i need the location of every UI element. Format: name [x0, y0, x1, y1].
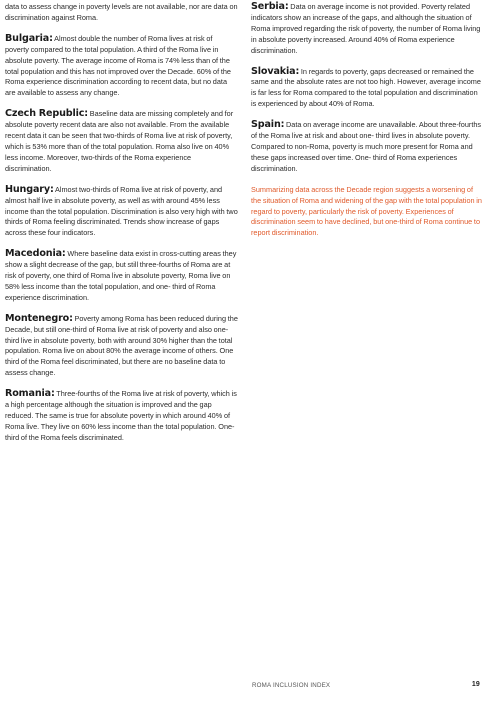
section-romania	[5, 389, 238, 444]
section-spain	[251, 120, 483, 175]
country-heading: Spain:	[251, 119, 285, 131]
section-text: Almost two-thirds of Roma live at risk of poverty, and almost half live in absolute poverty, as well as with around 45% less income than the total population. Discrimination is also very high with two thirds of Roma feeling discriminated. Trends show increase of gaps across these four indicators.	[5, 184, 238, 238]
section-hungary	[5, 185, 238, 240]
section-text: Data on average income are unavailable. About three-fourths of the Roma live at risk and about one- third lives in absolute poverty. Compared to non-Roma, poverty is much more present for Roma and these gaps increased over time. One- third of Roma experiences discrimination.	[251, 120, 482, 173]
section-serbia	[251, 2, 483, 57]
section-text: Poverty among Roma has been reduced during the Decade, but still one-third of Roma live at risk of poverty and also one-third live in absolute poverty, both with around 30% higher than the total population. Roma live on about 80% the average income of others. One third of the Roma feel discriminated, but there are no baseline data to assess change.	[5, 313, 238, 378]
section-slovakia	[251, 67, 483, 111]
footer-title: ROMA INCLUSION INDEX	[252, 682, 331, 689]
page-footer	[240, 680, 484, 692]
country-heading: Romania:	[5, 388, 55, 400]
left-column	[5, 2, 238, 454]
section-czech-republic	[5, 109, 238, 174]
right-column	[251, 2, 483, 249]
intro-paragraph: data to assess change in poverty levels are not available, nor are data on discrimination against Roma.	[5, 2, 238, 22]
summary-paragraph: Summarizing data across the Decade region suggests a worsening of the situation of Roma and widening of the gap with the total population in regard to poverty, particularly the risk of poverty. Experiences of discrimination seem to have declined, but one-third of Roma continue to report discrimination.	[251, 184, 482, 238]
section-text: Almost double the number of Roma lives at risk of poverty compared to the total population. A third of the Roma live in absolute poverty. The average income of Roma is 74% less than of the total population and this has not improved over the Decade. 60% of the Roma experience discrimination according to recent data, but no data are available to assess any change.	[5, 33, 231, 98]
country-heading: Serbia:	[251, 1, 289, 12]
section-text: Baseline data are missing completely and for absolute poverty recent data are also not available. From the available recent data it can be seen that two-thirds of Roma live at risk of poverty, which is 53% more than of the total population. Roma also live on 40% less income. Moreover, two-thirds of the Roma experience discrimination.	[5, 109, 234, 173]
country-heading: Hungary:	[5, 183, 54, 195]
section-bulgaria	[5, 34, 238, 99]
country-heading: Montenegro:	[5, 312, 73, 324]
section-text: Data on average income is not provided. Poverty related indicators show an increase of the gaps, and although the situation of Roma improved regarding the risk of poverty, the number of Roma living in absolute poverty increased. Around 40% of Roma experience discrimination.	[251, 2, 481, 55]
country-heading: Macedonia:	[5, 248, 66, 260]
country-heading: Slovakia:	[251, 65, 300, 77]
section-text: Where baseline data exist in cross-cutting areas they show a slight decrease of the gap, but still three-fourths of Roma are at risk of poverty, one third of Roma live in absolute poverty, Roma live on 58% less income than the total population, and one- third of Roma experience discrimination.	[5, 249, 237, 302]
section-macedonia	[5, 249, 238, 304]
section-text: Three-fourths of the Roma live at risk of poverty, which is a high percentage although the situation is improved and the gap reduced. The same is true for absolute poverty in which around 40% of Roma live. They live on 60% less income than the total population. One-third of the Roma feels discriminated.	[5, 389, 237, 442]
country-heading: Bulgaria:	[5, 32, 53, 44]
page-number: 19	[471, 681, 480, 688]
section-montenegro	[5, 314, 238, 379]
section-text: In regards to poverty, gaps decreased or remained the same and the absolute rates are not too high. However, average income is far less for Roma compared to the total population and discrimination is experienced by about 40% of Roma.	[251, 66, 481, 109]
country-heading: Czech Republic:	[5, 108, 88, 120]
